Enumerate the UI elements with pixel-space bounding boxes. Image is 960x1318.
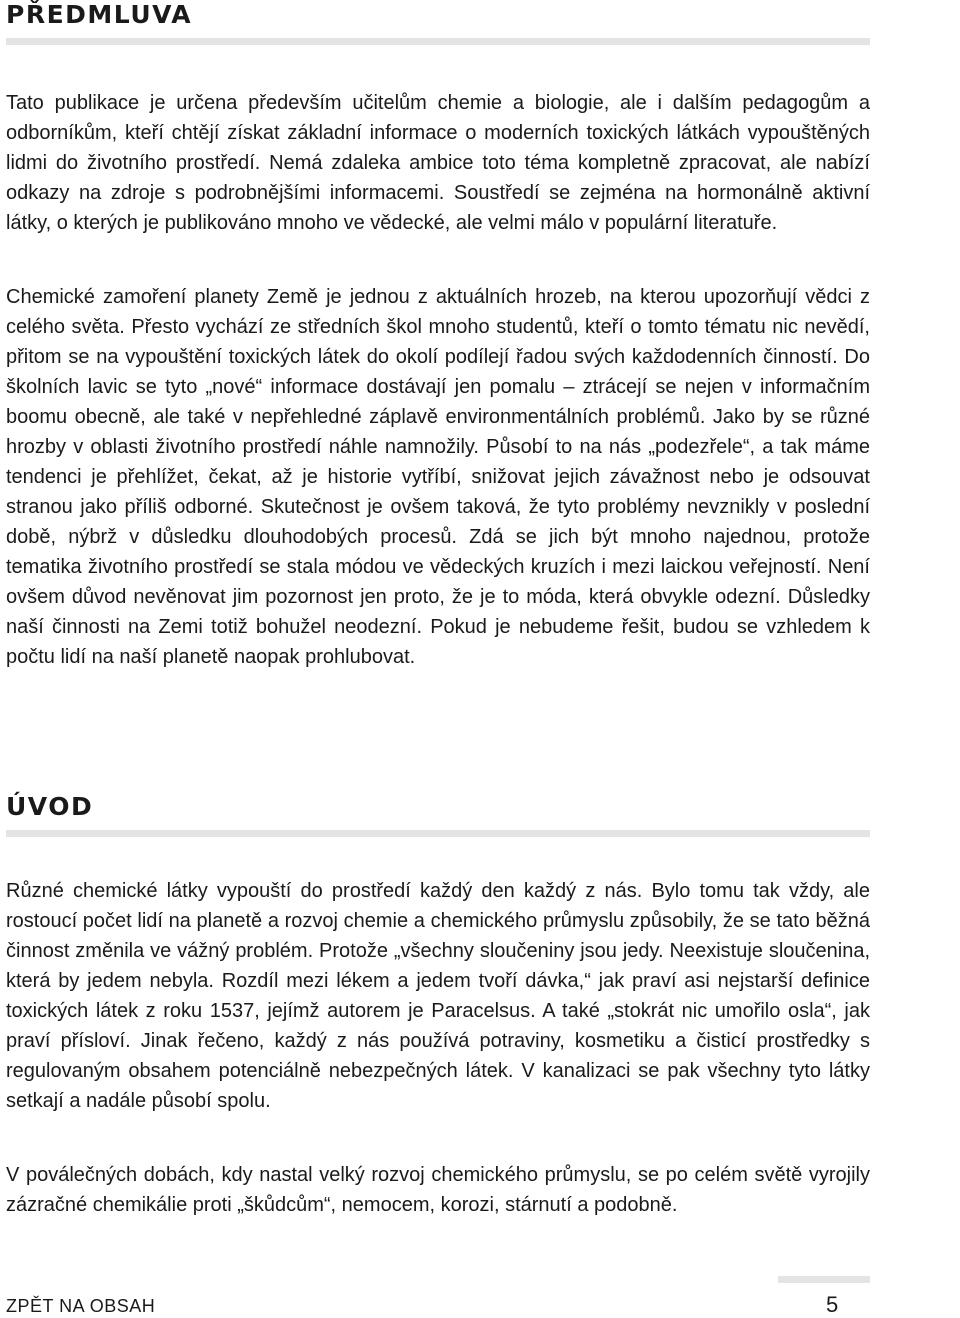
paragraph: Chemické zamoření planety Země je jednou z aktuálních hrozeb, na kterou upozorňují vědci z celého světa. Přesto vychází ze středních škol mnoho studentů, kteří o tomto tématu nic nevědí, přitom se na vypouštění toxických látek do okolí podílejí řadou svých každodenních činností. Do školních lavic se tyto „nové“ informace dostávají jen pomalu – ztrácejí se nejen v informačním boomu obecně, ale také v nepřehledné záplavě environmentálních problémů. Jako by se různé hrozby v oblasti životního prostředí náhle namnožily. Působí to na nás „podezřele“, a tak máme tendenci je přehlížet, čekat, až je historie vytříbí, snižovat jejich závažnost nebo je odsouvat stranou jako příliš odborné. Skutečnost je ovšem taková, že tyto problémy nevznikly v poslední době, nýbrž v důsledku dlouhodobých procesů. Zdá se jich být mnoho najednou, protože tematika životního prostředí se stala módou ve vědeckých kruzích i mezi laickou veřejností. Není ovšem důvod nevěnovat jim pozornost jen proto, že je to móda, která obvykle odezní. Důsledky naší činnosti na Zemi totiž bohužel neodezní. Pokud je nebudeme řešit, budou se vzhledem k počtu lidí na naší planetě naopak prohlubovat. — [6, 286, 870, 668]
back-to-contents-link[interactable]: ZPĚT NA OBSAH — [6, 1296, 156, 1316]
paragraph: Různé chemické látky vypouští do prostředí každý den každý z nás. Bylo tomu tak vždy, ale rostoucí počet lidí na planetě a rozvoj chemie a chemického průmyslu způsobily, že se tato běžná činnost změnila ve vážný problém. Protože „všechny sloučeniny jsou jedy. Neexistuje sloučenina, která by jedem nebyla. Rozdíl mezi lékem a jedem tvoří dávka,“ jak praví asi nejstarší definice toxických látek z roku 1537, jejímž autorem je Paracelsus. A také „stokrát nic umořilo osla“, jak praví přísloví. Jinak řečeno, každý z nás používá potraviny, kosmetiku a čisticí prostředky s regulovaným obsahem potenciálně nebezpečných látek. V kanalizaci se pak všechny tyto látky setkají a nadále působí spolu. — [6, 880, 870, 1112]
section-title-predmluva: PŘEDMLUVA — [6, 0, 193, 29]
page-number: 5 — [826, 1292, 839, 1317]
paragraph: Tato publikace je určena především učitelům chemie a biologie, ale i dalším pedagogům a odborníkům, kteří chtějí získat základní informace o moderních toxických látkách vypouštěných lidmi do životního prostředí. Nemá zdaleka ambice toto téma kompletně zpracovat, ale nabízí odkazy na zdroje s podrobnějšími informacemi. Soustředí se zejména na hormonálně aktivní látky, o kterých je publikováno mnoho ve vědecké, ale velmi málo v populární literatuře. — [6, 92, 870, 234]
section-divider — [6, 830, 870, 837]
section-divider — [6, 38, 870, 45]
footer-divider — [778, 1276, 870, 1283]
section-title-uvod: ÚVOD — [6, 792, 94, 821]
paragraph: V poválečných dobách, kdy nastal velký rozvoj chemického průmyslu, se po celém světě vyrojily zázračné chemikálie proti „škůdcům“, nemocem, korozi, stárnutí a podobně. — [6, 1164, 870, 1216]
